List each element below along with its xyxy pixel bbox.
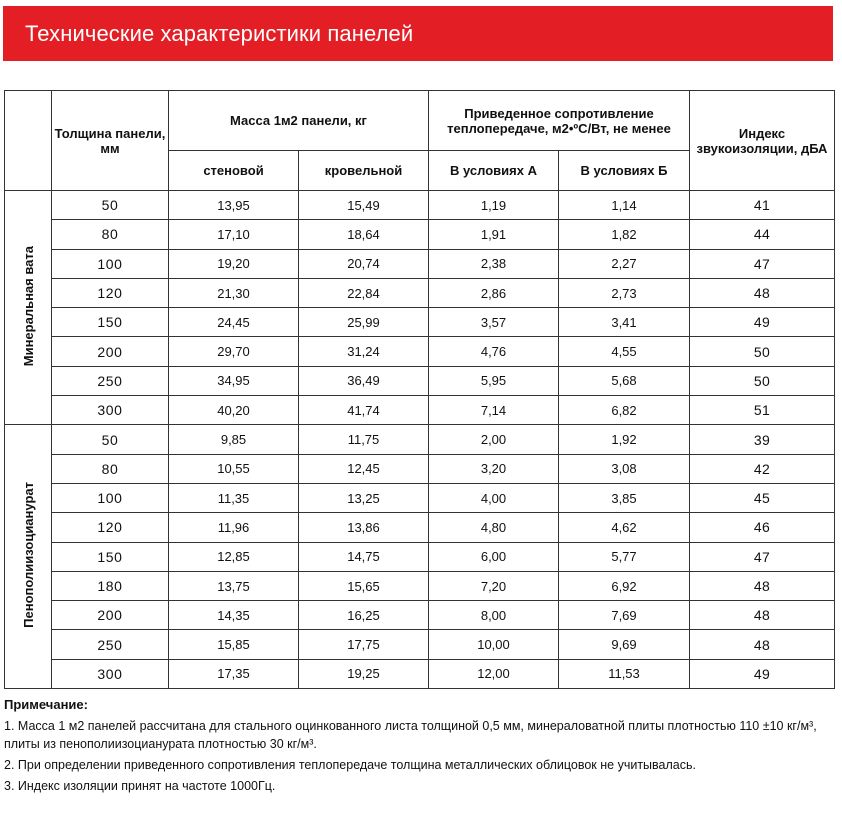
- cell-mass-roof: 19,25: [299, 659, 429, 688]
- table-row: [5, 249, 835, 278]
- cell-sound-index: 41: [690, 191, 835, 220]
- table-row: [5, 366, 835, 395]
- cell-resistance-a: 4,80: [429, 513, 559, 542]
- cell-thickness: 50: [52, 425, 169, 454]
- specs-table: [4, 90, 835, 689]
- cell-thickness: 300: [52, 659, 169, 688]
- header-mass-wall: стеновой: [169, 151, 299, 191]
- cell-sound-index: 49: [690, 308, 835, 337]
- note-item: 3. Индекс изоляции принят на частоте 1000Гц.: [4, 779, 276, 793]
- cell-resistance-a: 2,86: [429, 278, 559, 307]
- cell-resistance-a: 8,00: [429, 601, 559, 630]
- table-row: [5, 571, 835, 600]
- cell-mass-wall: 12,85: [169, 542, 299, 571]
- cell-mass-wall: 17,10: [169, 220, 299, 249]
- cell-resistance-a: 3,57: [429, 308, 559, 337]
- cell-sound-index: 48: [690, 601, 835, 630]
- cell-sound-index: 48: [690, 630, 835, 659]
- cell-resistance-b: 3,08: [559, 454, 690, 483]
- cell-resistance-a: 2,38: [429, 249, 559, 278]
- cell-mass-wall: 13,75: [169, 571, 299, 600]
- cell-mass-roof: 11,75: [299, 425, 429, 454]
- cell-resistance-a: 7,14: [429, 396, 559, 425]
- cell-resistance-a: 1,91: [429, 220, 559, 249]
- cell-sound-index: 50: [690, 366, 835, 395]
- title-banner: [3, 6, 833, 61]
- cell-resistance-a: 12,00: [429, 659, 559, 688]
- cell-thickness: 150: [52, 542, 169, 571]
- cell-mass-wall: 24,45: [169, 308, 299, 337]
- page-title: Технические характеристики панелей: [25, 20, 414, 46]
- note-item: 2. При определении приведенного сопротивления теплопередаче толщина металлических облицовок не учитывалась.: [4, 758, 696, 772]
- cell-resistance-b: 7,69: [559, 601, 690, 630]
- cell-thickness: 300: [52, 396, 169, 425]
- header-resistance: Приведенное сопротивление теплопередаче, м2•ºС/Вт, не менее: [429, 91, 690, 151]
- header-mass: Масса 1м2 панели, кг: [169, 91, 429, 151]
- cell-resistance-b: 3,41: [559, 308, 690, 337]
- table-row: [5, 454, 835, 483]
- cell-resistance-a: 4,00: [429, 483, 559, 512]
- cell-mass-roof: 16,25: [299, 601, 429, 630]
- cell-mass-wall: 21,30: [169, 278, 299, 307]
- table-row: [5, 630, 835, 659]
- cell-mass-wall: 19,20: [169, 249, 299, 278]
- header-corner: [5, 91, 52, 191]
- cell-mass-roof: 17,75: [299, 630, 429, 659]
- table-row: [5, 542, 835, 571]
- cell-thickness: 150: [52, 308, 169, 337]
- header-mass-roof: кровельной: [299, 151, 429, 191]
- cell-thickness: 250: [52, 366, 169, 395]
- cell-sound-index: 39: [690, 425, 835, 454]
- cell-sound-index: 47: [690, 249, 835, 278]
- cell-mass-wall: 29,70: [169, 337, 299, 366]
- notes-section: [4, 696, 834, 798]
- specs-body: [5, 191, 835, 689]
- cell-resistance-b: 1,14: [559, 191, 690, 220]
- cell-mass-roof: 15,49: [299, 191, 429, 220]
- cell-mass-wall: 34,95: [169, 366, 299, 395]
- table-row: [5, 659, 835, 688]
- cell-resistance-b: 1,82: [559, 220, 690, 249]
- cell-mass-roof: 12,45: [299, 454, 429, 483]
- cell-sound-index: 42: [690, 454, 835, 483]
- table-row: [5, 396, 835, 425]
- table-row: [5, 483, 835, 512]
- cell-resistance-a: 2,00: [429, 425, 559, 454]
- cell-resistance-b: 9,69: [559, 630, 690, 659]
- cell-mass-roof: 36,49: [299, 366, 429, 395]
- cell-resistance-a: 6,00: [429, 542, 559, 571]
- cell-mass-roof: 31,24: [299, 337, 429, 366]
- cell-mass-wall: 15,85: [169, 630, 299, 659]
- table-row: [5, 425, 835, 454]
- group-label-cell: [5, 425, 52, 689]
- cell-sound-index: 45: [690, 483, 835, 512]
- cell-resistance-a: 7,20: [429, 571, 559, 600]
- cell-mass-roof: 41,74: [299, 396, 429, 425]
- table-row: [5, 191, 835, 220]
- notes-title: Примечание:: [4, 697, 88, 712]
- table-row: [5, 308, 835, 337]
- cell-resistance-b: 3,85: [559, 483, 690, 512]
- cell-resistance-b: 4,62: [559, 513, 690, 542]
- cell-mass-roof: 22,84: [299, 278, 429, 307]
- cell-mass-wall: 11,96: [169, 513, 299, 542]
- cell-sound-index: 46: [690, 513, 835, 542]
- cell-resistance-b: 5,77: [559, 542, 690, 571]
- cell-mass-wall: 14,35: [169, 601, 299, 630]
- cell-mass-roof: 13,25: [299, 483, 429, 512]
- header-sound-index: Индекс звукоизоляции, дБА: [690, 91, 835, 191]
- table-row: [5, 278, 835, 307]
- cell-mass-wall: 40,20: [169, 396, 299, 425]
- note-item: 1. Масса 1 м2 панелей рассчитана для стального оцинкованного листа толщиной 0,5 мм, минераловатной плиты плотностью 110 ±10 кг/м³, плиты из пенополиизоцианурата плотностью 30 кг/м³.: [4, 719, 817, 751]
- cell-mass-roof: 25,99: [299, 308, 429, 337]
- cell-mass-roof: 15,65: [299, 571, 429, 600]
- cell-resistance-a: 10,00: [429, 630, 559, 659]
- cell-resistance-b: 11,53: [559, 659, 690, 688]
- table-row: [5, 513, 835, 542]
- cell-sound-index: 44: [690, 220, 835, 249]
- group-label: Пенополиизоцианурат: [20, 482, 36, 629]
- cell-sound-index: 51: [690, 396, 835, 425]
- cell-thickness: 120: [52, 513, 169, 542]
- cell-thickness: 80: [52, 220, 169, 249]
- cell-resistance-a: 4,76: [429, 337, 559, 366]
- cell-sound-index: 48: [690, 278, 835, 307]
- cell-resistance-b: 2,27: [559, 249, 690, 278]
- table-row: [5, 220, 835, 249]
- cell-mass-roof: 18,64: [299, 220, 429, 249]
- cell-mass-roof: 14,75: [299, 542, 429, 571]
- cell-mass-wall: 9,85: [169, 425, 299, 454]
- cell-resistance-b: 6,92: [559, 571, 690, 600]
- cell-mass-wall: 17,35: [169, 659, 299, 688]
- header-cond-b: В условиях Б: [559, 151, 690, 191]
- cell-resistance-b: 6,82: [559, 396, 690, 425]
- cell-thickness: 100: [52, 483, 169, 512]
- table-row: [5, 601, 835, 630]
- cell-thickness: 120: [52, 278, 169, 307]
- cell-sound-index: 48: [690, 571, 835, 600]
- cell-resistance-b: 1,92: [559, 425, 690, 454]
- cell-resistance-b: 5,68: [559, 366, 690, 395]
- cell-sound-index: 50: [690, 337, 835, 366]
- cell-resistance-b: 2,73: [559, 278, 690, 307]
- cell-thickness: 250: [52, 630, 169, 659]
- cell-mass-wall: 13,95: [169, 191, 299, 220]
- cell-thickness: 200: [52, 337, 169, 366]
- group-label-cell: [5, 191, 52, 425]
- cell-resistance-a: 3,20: [429, 454, 559, 483]
- cell-thickness: 200: [52, 601, 169, 630]
- table-row: [5, 337, 835, 366]
- cell-mass-wall: 10,55: [169, 454, 299, 483]
- cell-resistance-a: 1,19: [429, 191, 559, 220]
- cell-thickness: 80: [52, 454, 169, 483]
- cell-sound-index: 49: [690, 659, 835, 688]
- cell-resistance-a: 5,95: [429, 366, 559, 395]
- header-cond-a: В условиях А: [429, 151, 559, 191]
- cell-mass-roof: 13,86: [299, 513, 429, 542]
- cell-resistance-b: 4,55: [559, 337, 690, 366]
- header-thickness: Толщина панели, мм: [52, 91, 169, 191]
- cell-mass-wall: 11,35: [169, 483, 299, 512]
- cell-thickness: 50: [52, 191, 169, 220]
- cell-sound-index: 47: [690, 542, 835, 571]
- group-label: Минеральная вата: [20, 246, 36, 367]
- cell-thickness: 180: [52, 571, 169, 600]
- cell-thickness: 100: [52, 249, 169, 278]
- cell-mass-roof: 20,74: [299, 249, 429, 278]
